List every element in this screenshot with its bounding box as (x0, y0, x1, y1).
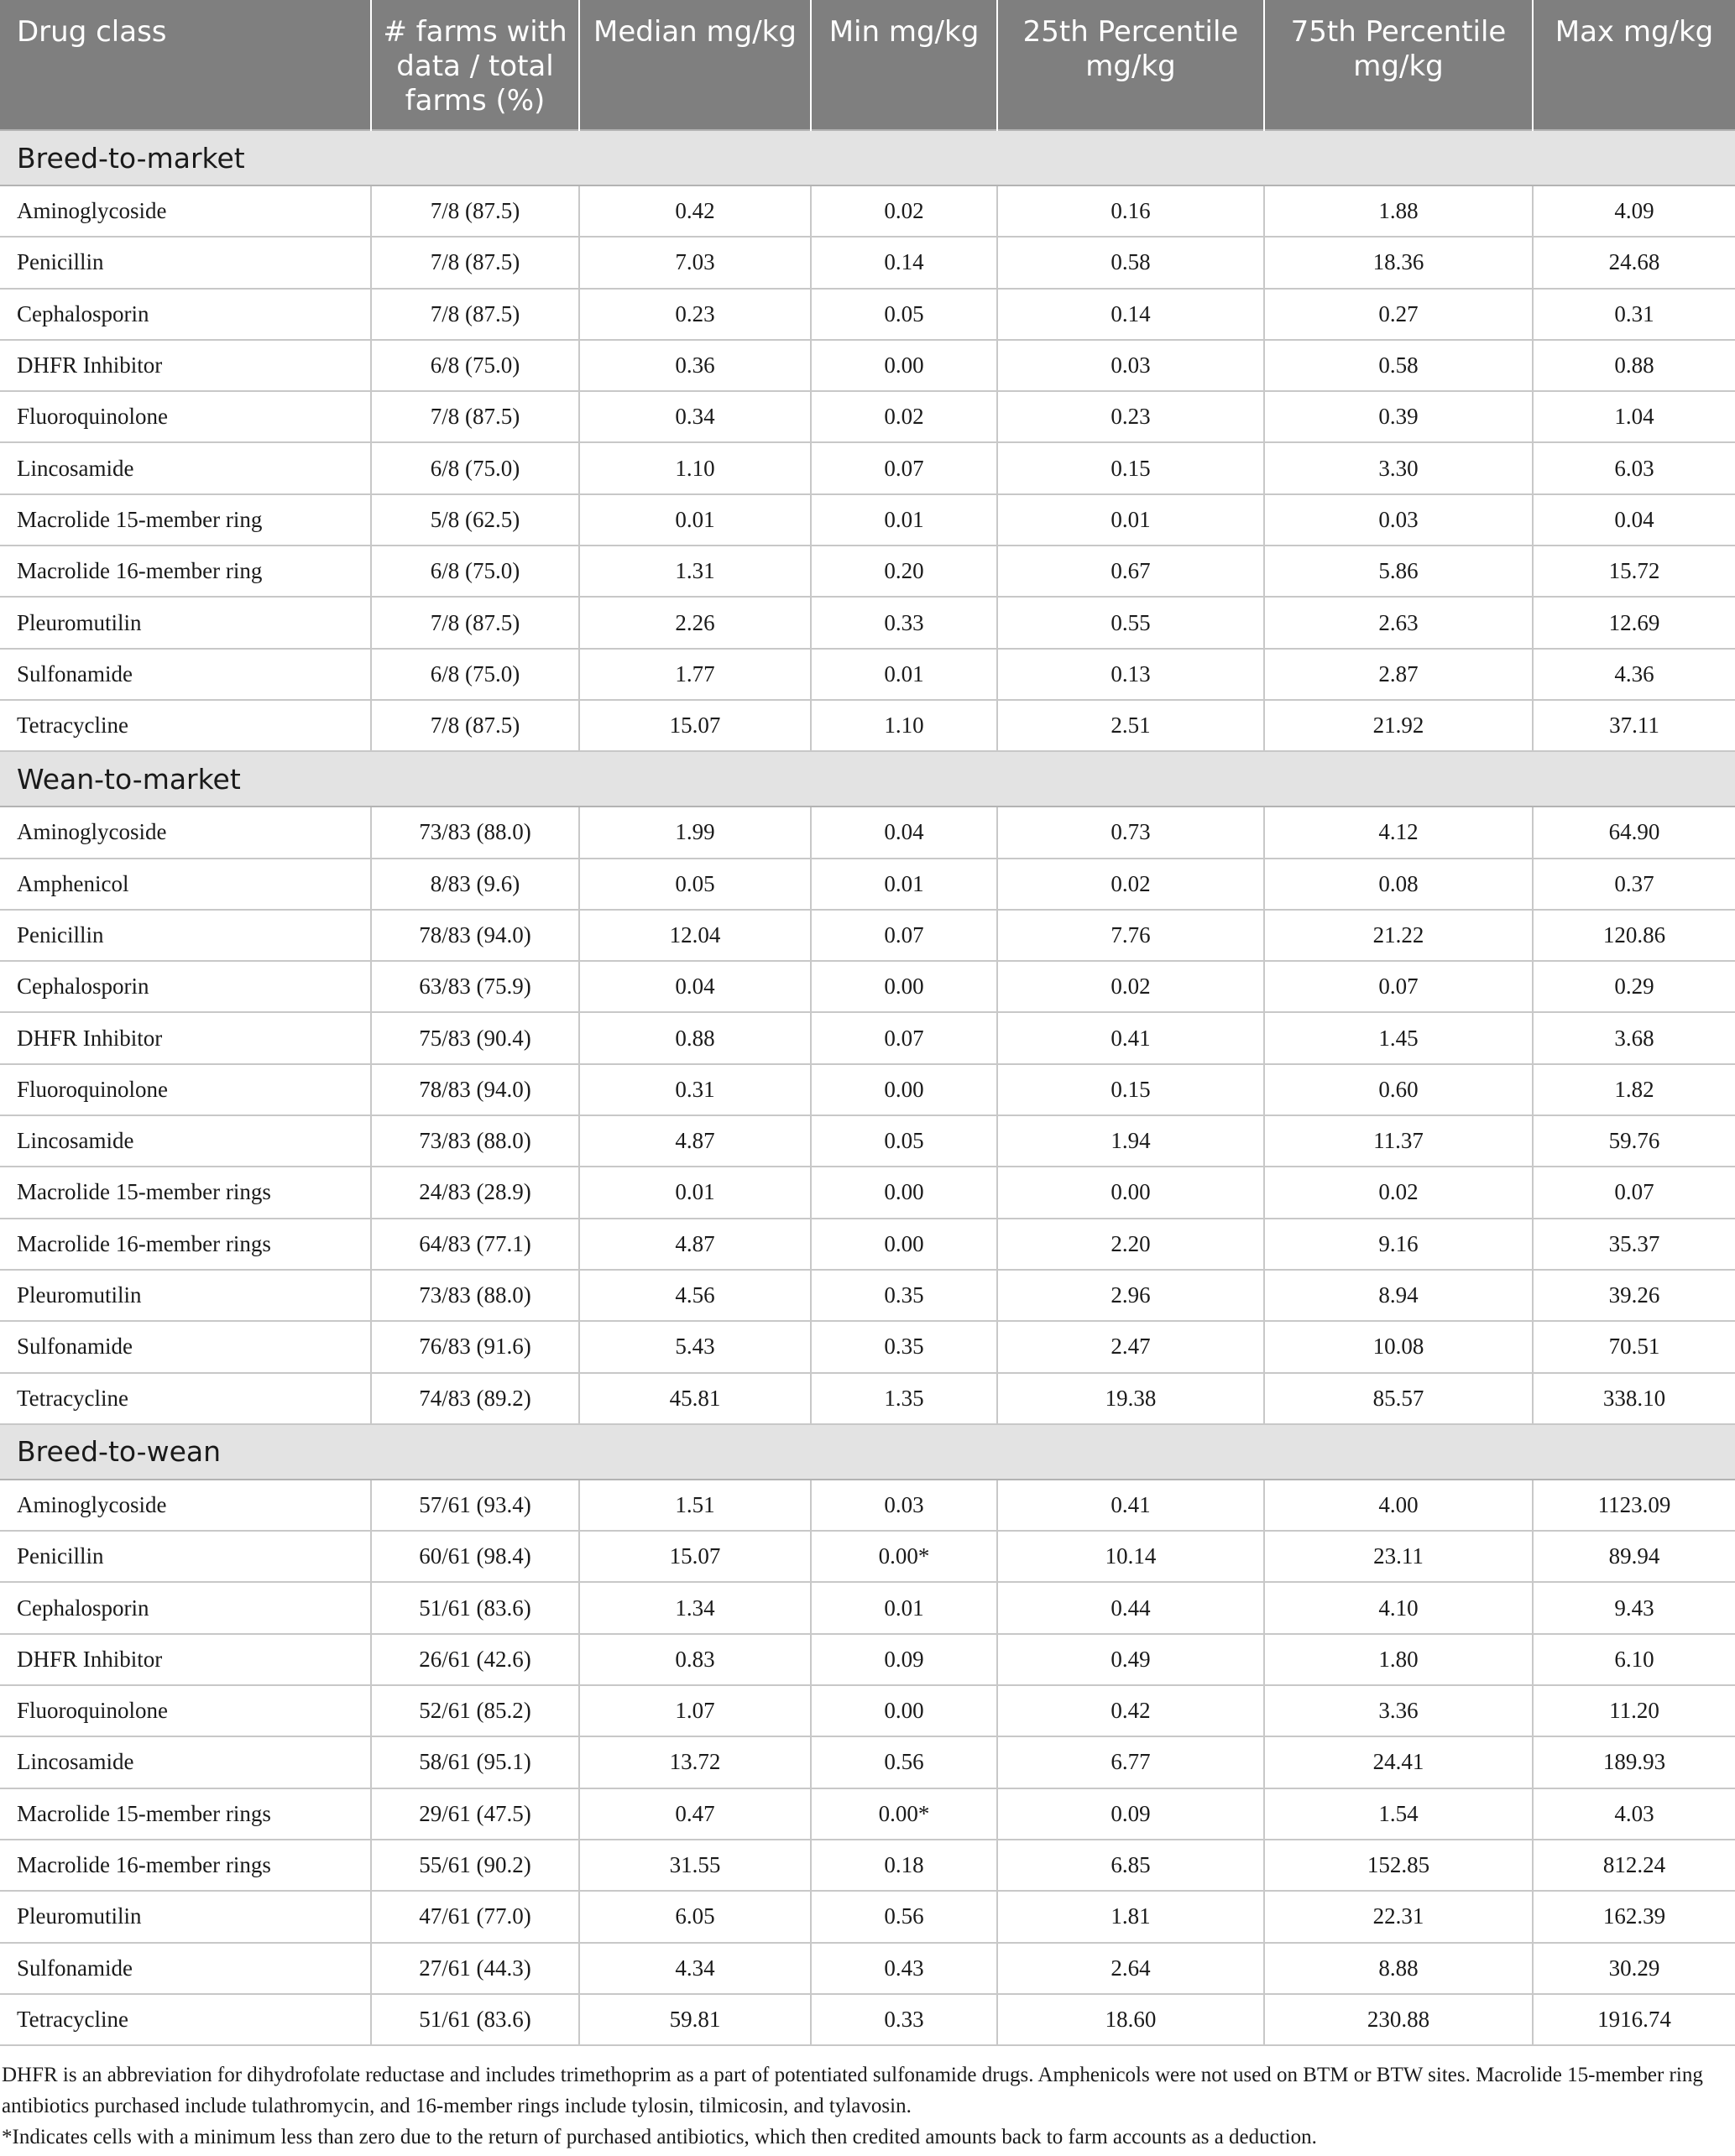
median-cell: 0.47 (579, 1788, 811, 1840)
median-cell: 0.31 (579, 1064, 811, 1115)
drug-class-cell: Macrolide 15-member rings (0, 1167, 371, 1218)
p25-cell: 0.15 (997, 442, 1264, 493)
min-cell: 0.20 (811, 546, 997, 597)
drug-class-cell: Lincosamide (0, 1115, 371, 1167)
max-cell: 9.43 (1533, 1582, 1735, 1633)
min-cell: 0.43 (811, 1943, 997, 1994)
table-row (0, 807, 1735, 858)
farms-cell: 6/8 (75.0) (371, 340, 579, 391)
min-cell: 0.05 (811, 289, 997, 340)
farms-cell: 5/8 (62.5) (371, 494, 579, 546)
median-cell: 4.56 (579, 1270, 811, 1321)
footnote-asterisk: *Indicates cells with a minimum less than zero due to the return of purchased antibiotics, which then credited amounts back to farm accounts as a deduction. (2, 2126, 1317, 2149)
drug-class-cell: Macrolide 15-member rings (0, 1788, 371, 1840)
farms-cell: 7/8 (87.5) (371, 289, 579, 340)
table-row (0, 391, 1735, 442)
header-min: Min mg/kg (811, 0, 997, 130)
median-cell: 1.99 (579, 807, 811, 858)
header-median: Median mg/kg (579, 0, 811, 130)
farms-cell: 76/83 (91.6) (371, 1321, 579, 1372)
p25-cell: 2.47 (997, 1321, 1264, 1372)
p75-cell: 0.27 (1264, 289, 1533, 340)
min-cell: 0.07 (811, 442, 997, 493)
p25-cell: 0.01 (997, 494, 1264, 546)
min-cell: 0.00* (811, 1531, 997, 1582)
table-row (0, 1788, 1735, 1840)
table-row (0, 1012, 1735, 1063)
median-cell: 1.07 (579, 1685, 811, 1736)
p25-cell: 18.60 (997, 1994, 1264, 2045)
farms-cell: 8/83 (9.6) (371, 859, 579, 910)
header-max: Max mg/kg (1533, 0, 1735, 130)
header-row (0, 0, 1735, 130)
median-cell: 4.34 (579, 1943, 811, 1994)
median-cell: 7.03 (579, 237, 811, 288)
drug-class-cell: Macrolide 16-member rings (0, 1219, 371, 1270)
max-cell: 0.07 (1533, 1167, 1735, 1218)
max-cell: 0.37 (1533, 859, 1735, 910)
p75-cell: 152.85 (1264, 1840, 1533, 1891)
farms-cell: 24/83 (28.9) (371, 1167, 579, 1218)
p25-cell: 6.77 (997, 1736, 1264, 1788)
median-cell: 0.34 (579, 391, 811, 442)
p75-cell: 11.37 (1264, 1115, 1533, 1167)
p75-cell: 21.22 (1264, 910, 1533, 961)
median-cell: 0.83 (579, 1634, 811, 1685)
p75-cell: 10.08 (1264, 1321, 1533, 1372)
max-cell: 6.10 (1533, 1634, 1735, 1685)
p25-cell: 0.42 (997, 1685, 1264, 1736)
p75-cell: 0.58 (1264, 340, 1533, 391)
min-cell: 1.10 (811, 700, 997, 751)
min-cell: 0.35 (811, 1321, 997, 1372)
median-cell: 1.10 (579, 442, 811, 493)
min-cell: 0.04 (811, 807, 997, 858)
drug-class-cell: Fluoroquinolone (0, 391, 371, 442)
table-row (0, 1531, 1735, 1582)
farms-cell: 27/61 (44.3) (371, 1943, 579, 1994)
p75-cell: 0.02 (1264, 1167, 1533, 1218)
p75-cell: 0.03 (1264, 494, 1533, 546)
p75-cell: 1.80 (1264, 1634, 1533, 1685)
min-cell: 0.09 (811, 1634, 997, 1685)
table-row (0, 546, 1735, 597)
max-cell: 70.51 (1533, 1321, 1735, 1372)
p75-cell: 0.39 (1264, 391, 1533, 442)
section-header-row (0, 1424, 1735, 1480)
p25-cell: 0.67 (997, 546, 1264, 597)
p25-cell: 1.94 (997, 1115, 1264, 1167)
max-cell: 0.31 (1533, 289, 1735, 340)
p25-cell: 0.49 (997, 1634, 1264, 1685)
drug-class-cell: Cephalosporin (0, 961, 371, 1012)
max-cell: 12.69 (1533, 597, 1735, 648)
min-cell: 0.14 (811, 237, 997, 288)
median-cell: 1.77 (579, 649, 811, 700)
table-row (0, 649, 1735, 700)
median-cell: 0.23 (579, 289, 811, 340)
table-row (0, 340, 1735, 391)
farms-cell: 7/8 (87.5) (371, 391, 579, 442)
max-cell: 30.29 (1533, 1943, 1735, 1994)
table-row (0, 961, 1735, 1012)
p25-cell: 1.81 (997, 1891, 1264, 1942)
farms-cell: 57/61 (93.4) (371, 1480, 579, 1531)
median-cell: 12.04 (579, 910, 811, 961)
farms-cell: 6/8 (75.0) (371, 442, 579, 493)
p75-cell: 1.54 (1264, 1788, 1533, 1840)
table-row (0, 1943, 1735, 1994)
max-cell: 338.10 (1533, 1373, 1735, 1424)
farms-cell: 78/83 (94.0) (371, 1064, 579, 1115)
farms-cell: 55/61 (90.2) (371, 1840, 579, 1891)
p75-cell: 18.36 (1264, 237, 1533, 288)
min-cell: 0.33 (811, 597, 997, 648)
min-cell: 0.01 (811, 1582, 997, 1633)
farms-cell: 47/61 (77.0) (371, 1891, 579, 1942)
header-25th-percentile: 25th Percentile mg/kg (997, 0, 1264, 130)
median-cell: 5.43 (579, 1321, 811, 1372)
p75-cell: 24.41 (1264, 1736, 1533, 1788)
max-cell: 37.11 (1533, 700, 1735, 751)
min-cell: 0.18 (811, 1840, 997, 1891)
farms-cell: 58/61 (95.1) (371, 1736, 579, 1788)
p75-cell: 21.92 (1264, 700, 1533, 751)
table-row (0, 289, 1735, 340)
max-cell: 162.39 (1533, 1891, 1735, 1942)
median-cell: 0.01 (579, 1167, 811, 1218)
drug-class-cell: Macrolide 16-member ring (0, 546, 371, 597)
table-row (0, 859, 1735, 910)
table-header (0, 0, 1735, 130)
table-row (0, 1321, 1735, 1372)
drug-class-cell: DHFR Inhibitor (0, 1012, 371, 1063)
drug-class-cell: Pleuromutilin (0, 1270, 371, 1321)
median-cell: 0.04 (579, 961, 811, 1012)
section-header-row (0, 130, 1735, 185)
header-75th-percentile: 75th Percentile mg/kg (1264, 0, 1533, 130)
p25-cell: 2.96 (997, 1270, 1264, 1321)
table-row (0, 1736, 1735, 1788)
farms-cell: 73/83 (88.0) (371, 1270, 579, 1321)
header-farms-with-data: # farms with data / total farms (%) (371, 0, 579, 130)
min-cell: 0.33 (811, 1994, 997, 2045)
median-cell: 31.55 (579, 1840, 811, 1891)
farms-cell: 29/61 (47.5) (371, 1788, 579, 1840)
median-cell: 0.42 (579, 185, 811, 237)
median-cell: 59.81 (579, 1994, 811, 2045)
p25-cell: 0.23 (997, 391, 1264, 442)
min-cell: 0.01 (811, 494, 997, 546)
min-cell: 0.02 (811, 391, 997, 442)
max-cell: 0.29 (1533, 961, 1735, 1012)
max-cell: 3.68 (1533, 1012, 1735, 1063)
table-row (0, 237, 1735, 288)
median-cell: 4.87 (579, 1219, 811, 1270)
p75-cell: 0.07 (1264, 961, 1533, 1012)
max-cell: 1916.74 (1533, 1994, 1735, 2045)
p25-cell: 0.41 (997, 1480, 1264, 1531)
drug-class-cell: Tetracycline (0, 700, 371, 751)
drug-class-cell: Cephalosporin (0, 1582, 371, 1633)
min-cell: 0.07 (811, 1012, 997, 1063)
max-cell: 15.72 (1533, 546, 1735, 597)
p75-cell: 22.31 (1264, 1891, 1533, 1942)
drug-class-cell: Fluoroquinolone (0, 1685, 371, 1736)
farms-cell: 6/8 (75.0) (371, 546, 579, 597)
median-cell: 4.87 (579, 1115, 811, 1167)
table-row (0, 1064, 1735, 1115)
max-cell: 120.86 (1533, 910, 1735, 961)
section-title: Breed-to-market (0, 130, 1735, 185)
median-cell: 0.88 (579, 1012, 811, 1063)
p75-cell: 2.63 (1264, 597, 1533, 648)
p25-cell: 0.55 (997, 597, 1264, 648)
max-cell: 4.36 (1533, 649, 1735, 700)
median-cell: 15.07 (579, 700, 811, 751)
p25-cell: 0.09 (997, 1788, 1264, 1840)
p25-cell: 10.14 (997, 1531, 1264, 1582)
min-cell: 0.56 (811, 1891, 997, 1942)
max-cell: 4.09 (1533, 185, 1735, 237)
p25-cell: 0.03 (997, 340, 1264, 391)
table-row (0, 1219, 1735, 1270)
median-cell: 15.07 (579, 1531, 811, 1582)
p25-cell: 0.13 (997, 649, 1264, 700)
drug-class-cell: Penicillin (0, 910, 371, 961)
max-cell: 64.90 (1533, 807, 1735, 858)
max-cell: 812.24 (1533, 1840, 1735, 1891)
drug-class-cell: Aminoglycoside (0, 807, 371, 858)
farms-cell: 60/61 (98.4) (371, 1531, 579, 1582)
p25-cell: 0.00 (997, 1167, 1264, 1218)
drug-class-cell: Cephalosporin (0, 289, 371, 340)
table-row (0, 1270, 1735, 1321)
drug-class-cell: Lincosamide (0, 1736, 371, 1788)
drug-class-cell: DHFR Inhibitor (0, 1634, 371, 1685)
drug-class-cell: Pleuromutilin (0, 1891, 371, 1942)
table-row (0, 1480, 1735, 1531)
p75-cell: 4.10 (1264, 1582, 1533, 1633)
farms-cell: 26/61 (42.6) (371, 1634, 579, 1685)
drug-class-cell: Tetracycline (0, 1373, 371, 1424)
median-cell: 0.36 (579, 340, 811, 391)
max-cell: 4.03 (1533, 1788, 1735, 1840)
p25-cell: 0.15 (997, 1064, 1264, 1115)
table-row (0, 442, 1735, 493)
median-cell: 0.01 (579, 494, 811, 546)
max-cell: 11.20 (1533, 1685, 1735, 1736)
max-cell: 0.88 (1533, 340, 1735, 391)
p75-cell: 1.45 (1264, 1012, 1533, 1063)
table-row (0, 1582, 1735, 1633)
p75-cell: 9.16 (1264, 1219, 1533, 1270)
p75-cell: 1.88 (1264, 185, 1533, 237)
p25-cell: 0.73 (997, 807, 1264, 858)
farms-cell: 73/83 (88.0) (371, 1115, 579, 1167)
p75-cell: 8.88 (1264, 1943, 1533, 1994)
median-cell: 6.05 (579, 1891, 811, 1942)
min-cell: 0.07 (811, 910, 997, 961)
drug-class-cell: Aminoglycoside (0, 185, 371, 237)
table-row (0, 1994, 1735, 2045)
p25-cell: 0.02 (997, 859, 1264, 910)
drug-class-cell: Sulfonamide (0, 1943, 371, 1994)
max-cell: 6.03 (1533, 442, 1735, 493)
min-cell: 0.00 (811, 961, 997, 1012)
min-cell: 0.05 (811, 1115, 997, 1167)
section-title: Breed-to-wean (0, 1424, 1735, 1480)
drug-class-cell: Aminoglycoside (0, 1480, 371, 1531)
min-cell: 0.01 (811, 859, 997, 910)
p25-cell: 0.44 (997, 1582, 1264, 1633)
median-cell: 1.31 (579, 546, 811, 597)
table-row (0, 494, 1735, 546)
p75-cell: 0.60 (1264, 1064, 1533, 1115)
table-row (0, 1115, 1735, 1167)
min-cell: 0.00 (811, 1167, 997, 1218)
max-cell: 89.94 (1533, 1531, 1735, 1582)
table-row (0, 185, 1735, 237)
median-cell: 1.51 (579, 1480, 811, 1531)
drug-class-cell: Penicillin (0, 237, 371, 288)
table-row (0, 1685, 1735, 1736)
p25-cell: 7.76 (997, 910, 1264, 961)
farms-cell: 6/8 (75.0) (371, 649, 579, 700)
min-cell: 0.01 (811, 649, 997, 700)
min-cell: 0.00 (811, 340, 997, 391)
farms-cell: 63/83 (75.9) (371, 961, 579, 1012)
farms-cell: 52/61 (85.2) (371, 1685, 579, 1736)
min-cell: 0.03 (811, 1480, 997, 1531)
max-cell: 59.76 (1533, 1115, 1735, 1167)
max-cell: 1.04 (1533, 391, 1735, 442)
drug-class-cell: Penicillin (0, 1531, 371, 1582)
table-row (0, 1634, 1735, 1685)
p75-cell: 230.88 (1264, 1994, 1533, 2045)
table-row (0, 910, 1735, 961)
max-cell: 24.68 (1533, 237, 1735, 288)
p75-cell: 4.00 (1264, 1480, 1533, 1531)
p75-cell: 5.86 (1264, 546, 1533, 597)
min-cell: 0.00 (811, 1219, 997, 1270)
drug-class-cell: Macrolide 15-member ring (0, 494, 371, 546)
farms-cell: 7/8 (87.5) (371, 185, 579, 237)
p25-cell: 0.02 (997, 961, 1264, 1012)
table-row (0, 700, 1735, 751)
section-header-row (0, 751, 1735, 807)
median-cell: 2.26 (579, 597, 811, 648)
max-cell: 35.37 (1533, 1219, 1735, 1270)
min-cell: 0.00* (811, 1788, 997, 1840)
p75-cell: 3.30 (1264, 442, 1533, 493)
p25-cell: 6.85 (997, 1840, 1264, 1891)
footnote-abbreviations: DHFR is an abbreviation for dihydrofolate reductase and includes trimethoprim as a part of potentiated sulfonamide drugs. Amphenicols were not used on BTM or BTW sites. Macrolide 15-member ring antibiotics purchased include tulathromycin, and 16-member rings include tylosin, tilmicosin, and tylavosin. (2, 2064, 1703, 2118)
header-drug-class: Drug class (0, 0, 371, 130)
p25-cell: 19.38 (997, 1373, 1264, 1424)
farms-cell: 75/83 (90.4) (371, 1012, 579, 1063)
min-cell: 0.02 (811, 185, 997, 237)
min-cell: 0.56 (811, 1736, 997, 1788)
table-row (0, 1373, 1735, 1424)
table-row (0, 597, 1735, 648)
max-cell: 189.93 (1533, 1736, 1735, 1788)
p75-cell: 4.12 (1264, 807, 1533, 858)
p25-cell: 2.64 (997, 1943, 1264, 1994)
max-cell: 1123.09 (1533, 1480, 1735, 1531)
median-cell: 45.81 (579, 1373, 811, 1424)
p25-cell: 2.51 (997, 700, 1264, 751)
min-cell: 0.00 (811, 1064, 997, 1115)
p25-cell: 0.58 (997, 237, 1264, 288)
drug-class-cell: Sulfonamide (0, 649, 371, 700)
farms-cell: 78/83 (94.0) (371, 910, 579, 961)
farms-cell: 7/8 (87.5) (371, 237, 579, 288)
min-cell: 1.35 (811, 1373, 997, 1424)
table-row (0, 1167, 1735, 1218)
farms-cell: 7/8 (87.5) (371, 700, 579, 751)
table-row (0, 1891, 1735, 1942)
drug-class-cell: DHFR Inhibitor (0, 340, 371, 391)
drug-class-cell: Amphenicol (0, 859, 371, 910)
median-cell: 0.05 (579, 859, 811, 910)
max-cell: 1.82 (1533, 1064, 1735, 1115)
section-title: Wean-to-market (0, 751, 1735, 807)
median-cell: 13.72 (579, 1736, 811, 1788)
drug-class-cell: Fluoroquinolone (0, 1064, 371, 1115)
farms-cell: 64/83 (77.1) (371, 1219, 579, 1270)
median-cell: 1.34 (579, 1582, 811, 1633)
drug-class-cell: Lincosamide (0, 442, 371, 493)
p75-cell: 3.36 (1264, 1685, 1533, 1736)
farms-cell: 51/61 (83.6) (371, 1994, 579, 2045)
drug-class-cell: Pleuromutilin (0, 597, 371, 648)
p25-cell: 0.16 (997, 185, 1264, 237)
min-cell: 0.35 (811, 1270, 997, 1321)
p75-cell: 0.08 (1264, 859, 1533, 910)
p25-cell: 0.41 (997, 1012, 1264, 1063)
drug-class-cell: Macrolide 16-member rings (0, 1840, 371, 1891)
drug-class-cell: Sulfonamide (0, 1321, 371, 1372)
footnotes (0, 2046, 1735, 2153)
min-cell: 0.00 (811, 1685, 997, 1736)
p75-cell: 23.11 (1264, 1531, 1533, 1582)
p75-cell: 85.57 (1264, 1373, 1533, 1424)
farms-cell: 73/83 (88.0) (371, 807, 579, 858)
p25-cell: 2.20 (997, 1219, 1264, 1270)
table-row (0, 1840, 1735, 1891)
farms-cell: 74/83 (89.2) (371, 1373, 579, 1424)
p75-cell: 8.94 (1264, 1270, 1533, 1321)
max-cell: 0.04 (1533, 494, 1735, 546)
max-cell: 39.26 (1533, 1270, 1735, 1321)
p25-cell: 0.14 (997, 289, 1264, 340)
drug-class-cell: Tetracycline (0, 1994, 371, 2045)
farms-cell: 51/61 (83.6) (371, 1582, 579, 1633)
p75-cell: 2.87 (1264, 649, 1533, 700)
farms-cell: 7/8 (87.5) (371, 597, 579, 648)
table-body (0, 130, 1735, 2045)
